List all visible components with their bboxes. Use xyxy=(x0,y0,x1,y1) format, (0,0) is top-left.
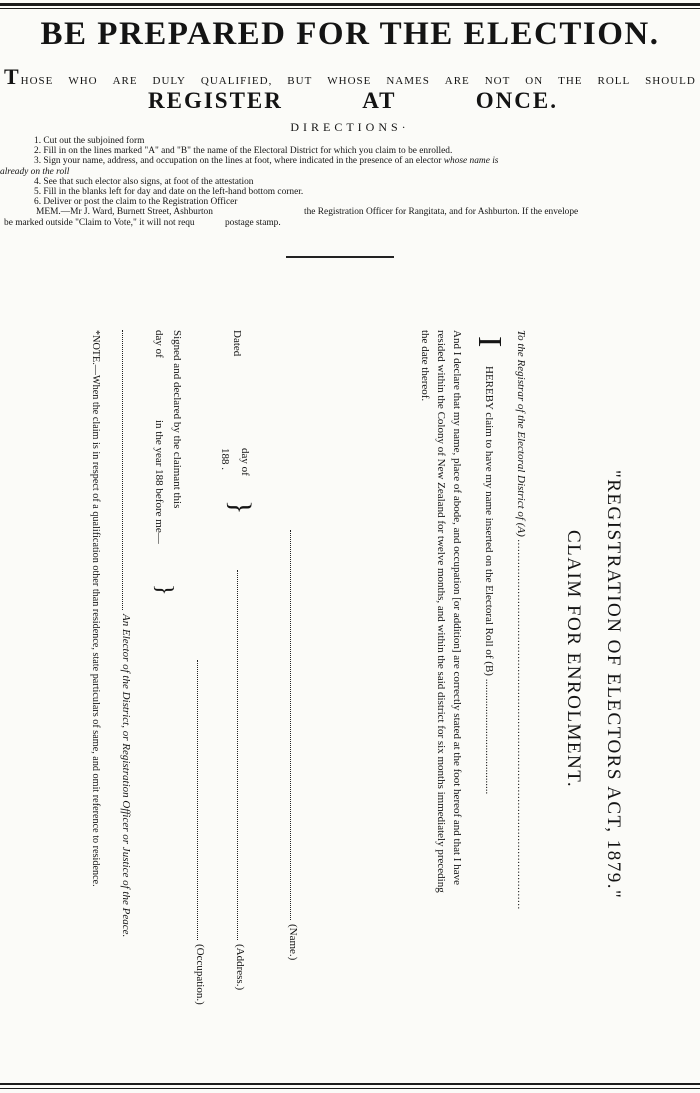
subheadline-word: DULY xyxy=(152,75,186,87)
subheadline-word: SHOULD xyxy=(645,75,696,87)
subheadline-word: BUT xyxy=(287,75,313,87)
direction-step: 6. Deliver or post the claim to the Registration Officer xyxy=(34,197,238,208)
name-field[interactable] xyxy=(290,530,293,920)
occupation-label: (Occupation.) xyxy=(194,944,206,1005)
subheadline-word: ROLL xyxy=(597,75,631,87)
bottom-border-rule xyxy=(0,1083,700,1085)
form-act-title: "REGISTRATION OF ELECTORS ACT, 1879." xyxy=(603,470,624,900)
witness-signature-field[interactable] xyxy=(122,330,125,610)
direction-step-emphasis: already on the roll xyxy=(0,166,70,177)
register-word: REGISTER xyxy=(148,88,283,113)
subheadline-word: THE xyxy=(558,75,583,87)
direction-step-continuation xyxy=(0,167,700,177)
address-label: (Address.) xyxy=(234,944,246,991)
memo-right: the Registration Officer for Rangitata, and for Ashburton. If the envelope xyxy=(304,207,579,218)
subheadline-word: ARE xyxy=(112,75,138,87)
subheadline-word: QUALIFIED, xyxy=(200,75,273,87)
day-of-label: day of xyxy=(153,330,165,358)
dated-label: Dated xyxy=(231,330,243,357)
enrolment-claim-form xyxy=(90,300,700,1060)
form-declaration-line: the date thereof. xyxy=(419,330,431,402)
direction-step: 4. See that such elector also signs, at foot of the attestation xyxy=(34,176,254,187)
directions-title: DIRECTIONS· xyxy=(290,120,410,134)
brace: } xyxy=(224,500,257,515)
bottom-border-rule-thin xyxy=(0,1088,700,1089)
form-footnote: *NOTE.—When the claim is in respect of a qualification other than residence, state particulars of same, and omit reference to residence. xyxy=(90,330,101,887)
subheadline-word: ARE xyxy=(444,75,470,87)
direction-step: 1. Cut out the subjoined form xyxy=(34,136,145,146)
top-border-rule-thin xyxy=(0,8,700,9)
name-label: (Name.) xyxy=(287,924,299,961)
memo-cont-right: postage stamp. xyxy=(224,217,281,228)
form-declaration-line: And I declare that my name, place of abode, and occupation [or addition] are correctly stated at the foot hereof and that I have xyxy=(451,330,463,885)
memo-cont-left: be marked outside "Claim to Vote," it will not requ xyxy=(4,217,195,228)
form-declaration-line: resided within the Colony of New Zealand for twelve months, and within the said district for six months immediately preceding xyxy=(435,330,447,893)
headline: BE PREPARED FOR THE ELECTION. xyxy=(40,16,660,52)
year-label: 188 . xyxy=(219,448,231,470)
form-claim-line: HEREBY claim to have my name inserted on the Electoral Roll of (B) .......................................... xyxy=(483,366,495,795)
subheadline-word: NOT xyxy=(484,75,511,87)
direction-step xyxy=(0,156,700,166)
subheadline-word: ON xyxy=(525,75,544,87)
subheadline xyxy=(4,64,696,90)
section-divider xyxy=(286,256,394,258)
direction-step: 2. Fill in on the lines marked "A" and "B" the name of the Electoral District for which you claim to be enrolled. xyxy=(34,146,453,157)
addressee-blank-A[interactable]: .................................................................................................................. xyxy=(515,539,527,910)
form-drop-cap: I xyxy=(471,336,508,348)
directions-list xyxy=(0,136,700,228)
direction-step: 5. Fill in the blanks left for day and date on the left-hand bottom corner. xyxy=(34,187,304,198)
subheadline-word: HOSE xyxy=(20,75,54,87)
witness-designation: An Elector of the District, or Registration Officer or Justice of the Peace. xyxy=(120,614,132,938)
addressee-text: To the Registrar of the Electoral District of (A) xyxy=(515,330,527,537)
memo-continuation xyxy=(0,218,700,228)
subheadline-initial: T xyxy=(4,64,20,89)
day-of-label: day of xyxy=(239,448,251,476)
memo-line xyxy=(0,207,700,217)
subheadline-word: WHOSE xyxy=(327,75,372,87)
year-before-me-label: in the year 188 before me— xyxy=(153,420,165,544)
brace: } xyxy=(151,584,177,596)
form-addressee xyxy=(514,330,528,910)
address-field[interactable] xyxy=(237,570,240,940)
form-claim-title: CLAIM FOR ENROLMENT. xyxy=(563,530,584,789)
direction-step-text: 3. Sign your name, address, and occupation on the lines at foot, where indicated in the presence of an elector xyxy=(34,156,442,167)
register-word: ONCE. xyxy=(475,88,558,113)
top-border-rule xyxy=(0,3,700,6)
signed-declared-label: Signed and declared by the claimant this xyxy=(171,330,183,509)
subheadline-word: WHO xyxy=(68,75,98,87)
occupation-field[interactable] xyxy=(197,660,200,940)
memo-left: MEM.—Mr J. Ward, Burnett Street, Ashburton xyxy=(36,207,213,218)
subheadline-word: NAMES xyxy=(386,75,430,87)
register-heading xyxy=(148,88,558,114)
direction-step-emphasis: whose name is xyxy=(443,156,499,167)
register-word: AT xyxy=(362,88,397,113)
